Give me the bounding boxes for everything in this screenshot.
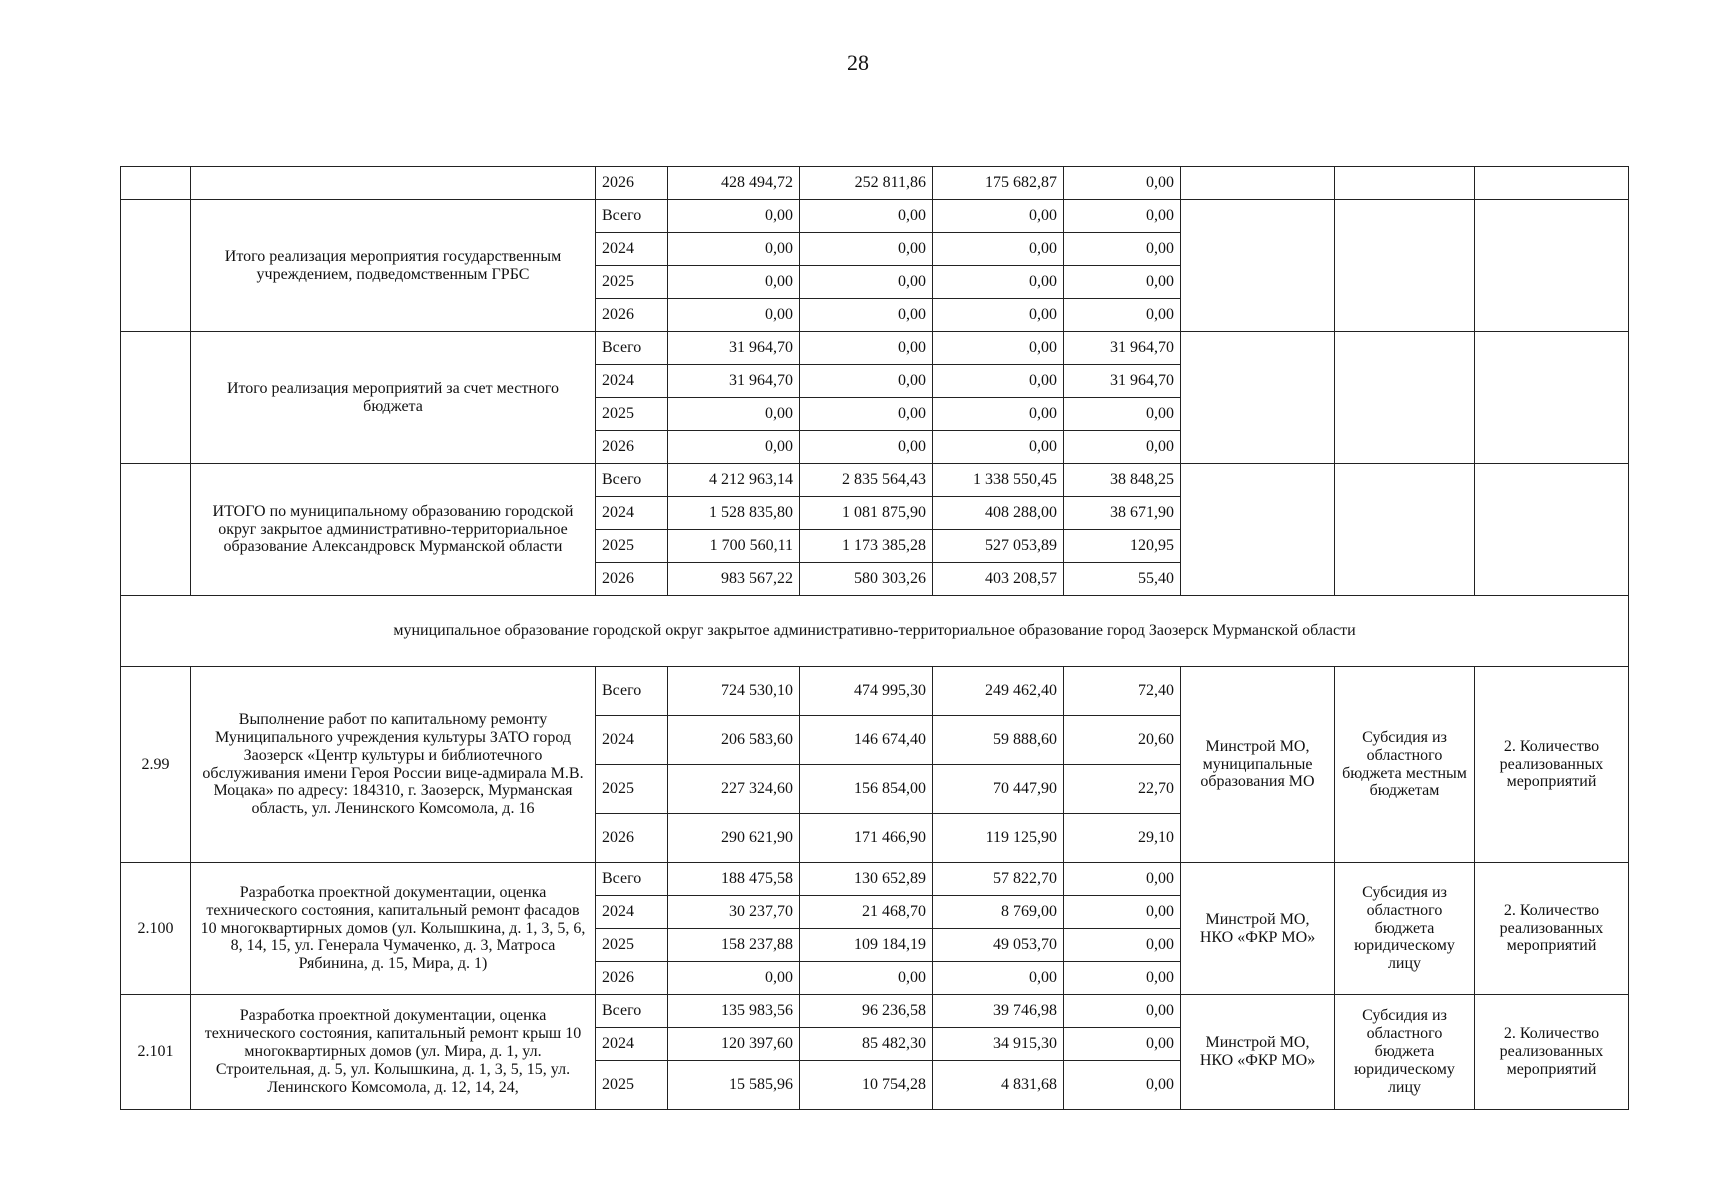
- local-cell: 20,60: [1064, 716, 1181, 765]
- total-cell: 1 700 560,11: [668, 530, 800, 563]
- federal-cell: 0,00: [933, 233, 1064, 266]
- executor-cell: Минстрой МО, НКО «ФКР МО»: [1181, 995, 1335, 1110]
- total-cell: 0,00: [668, 233, 800, 266]
- local-cell: 29,10: [1064, 814, 1181, 863]
- total-cell: 0,00: [668, 299, 800, 332]
- total-cell: 31 964,70: [668, 365, 800, 398]
- local-cell: 31 964,70: [1064, 332, 1181, 365]
- form-cell: Субсидия из областного бюджета местным бюджетам: [1335, 667, 1475, 863]
- year-cell: Всего: [596, 667, 668, 716]
- total-cell: 0,00: [668, 398, 800, 431]
- regional-cell: 252 811,86: [800, 167, 933, 200]
- federal-cell: 39 746,98: [933, 995, 1064, 1028]
- form-cell: [1335, 167, 1475, 200]
- year-cell: 2024: [596, 233, 668, 266]
- year-cell: 2024: [596, 896, 668, 929]
- federal-cell: 0,00: [933, 266, 1064, 299]
- federal-cell: 70 447,90: [933, 765, 1064, 814]
- total-cell: 428 494,72: [668, 167, 800, 200]
- indicator-cell: 2. Количество реализованных мероприятий: [1475, 995, 1629, 1110]
- regional-cell: 0,00: [800, 962, 933, 995]
- section-title: муниципальное образование городской округ закрытое административно-территориальное образование город Заозерск Мурманской области: [121, 596, 1629, 667]
- label-cell: Выполнение работ по капитальному ремонту Муниципального учреждения культуры ЗАТО город Заозерск «Центр культуры и библиотечного обслуживания имени Героя России вице-адмирала М.В. Моцака» по адресу: 184310, г. Заозерск, Мурманская область, ул. Ленинского Комсомола, д. 16: [191, 667, 596, 863]
- regional-cell: 0,00: [800, 431, 933, 464]
- local-cell: 0,00: [1064, 398, 1181, 431]
- local-cell: 38 848,25: [1064, 464, 1181, 497]
- label-cell: Разработка проектной документации, оценка технического состояния, капитальный ремонт фасадов 10 многоквартирных домов (ул. Колышкина, д. 1, 3, 5, 6, 8, 14, 15, ул. Генерала Чумаченко, д. 3, Матроса Рябинина, д. 15, Мира, д. 1): [191, 863, 596, 995]
- local-cell: 22,70: [1064, 765, 1181, 814]
- regional-cell: 1 081 875,90: [800, 497, 933, 530]
- num-cell: 2.100: [121, 863, 191, 995]
- total-cell: 31 964,70: [668, 332, 800, 365]
- local-cell: 120,95: [1064, 530, 1181, 563]
- indicator-cell: [1475, 167, 1629, 200]
- total-cell: 227 324,60: [668, 765, 800, 814]
- regional-cell: 0,00: [800, 233, 933, 266]
- num-cell: [121, 200, 191, 332]
- regional-cell: 85 482,30: [800, 1028, 933, 1061]
- total-cell: 206 583,60: [668, 716, 800, 765]
- executor-cell: [1181, 167, 1335, 200]
- local-cell: 0,00: [1064, 167, 1181, 200]
- local-cell: 31 964,70: [1064, 365, 1181, 398]
- federal-cell: 175 682,87: [933, 167, 1064, 200]
- year-cell: 2026: [596, 299, 668, 332]
- label-cell: Итого реализация мероприятия государственным учреждением, подведомственным ГРБС: [191, 200, 596, 332]
- total-cell: 15 585,96: [668, 1061, 800, 1110]
- indicator-cell: [1475, 332, 1629, 464]
- federal-cell: 57 822,70: [933, 863, 1064, 896]
- form-cell: Субсидия из областного бюджета юридическому лицу: [1335, 863, 1475, 995]
- local-cell: 0,00: [1064, 299, 1181, 332]
- year-cell: 2026: [596, 431, 668, 464]
- total-cell: 30 237,70: [668, 896, 800, 929]
- local-cell: 0,00: [1064, 266, 1181, 299]
- federal-cell: 4 831,68: [933, 1061, 1064, 1110]
- local-cell: 38 671,90: [1064, 497, 1181, 530]
- local-cell: 55,40: [1064, 563, 1181, 596]
- federal-cell: 403 208,57: [933, 563, 1064, 596]
- total-cell: 0,00: [668, 431, 800, 464]
- local-cell: 0,00: [1064, 233, 1181, 266]
- regional-cell: 474 995,30: [800, 667, 933, 716]
- table-row: [121, 667, 1629, 716]
- regional-cell: 21 468,70: [800, 896, 933, 929]
- regional-cell: 0,00: [800, 299, 933, 332]
- local-cell: 0,00: [1064, 995, 1181, 1028]
- num-cell: 2.99: [121, 667, 191, 863]
- label-cell: Итого реализация мероприятий за счет местного бюджета: [191, 332, 596, 464]
- year-cell: 2025: [596, 765, 668, 814]
- year-cell: 2025: [596, 530, 668, 563]
- federal-cell: 0,00: [933, 365, 1064, 398]
- num-cell: [121, 167, 191, 200]
- federal-cell: 1 338 550,45: [933, 464, 1064, 497]
- num-cell: [121, 332, 191, 464]
- total-cell: 135 983,56: [668, 995, 800, 1028]
- executor-cell: Минстрой МО, НКО «ФКР МО»: [1181, 863, 1335, 995]
- table-row: [121, 167, 1629, 200]
- label-cell: ИТОГО по муниципальному образованию городской округ закрытое административно-территориальное образование Александровск Мурманской области: [191, 464, 596, 596]
- executor-cell: [1181, 464, 1335, 596]
- federal-cell: 0,00: [933, 299, 1064, 332]
- label-cell: Разработка проектной документации, оценка технического состояния, капитальный ремонт крыш 10 многоквартирных домов (ул. Мира, д. 1, ул. Строительная, д. 5, ул. Колышкина, д. 1, 3, 5, 15, ул. Ленинского Комсомола, д. 12, 14, 24,: [191, 995, 596, 1110]
- regional-cell: 2 835 564,43: [800, 464, 933, 497]
- year-cell: Всего: [596, 332, 668, 365]
- federal-cell: 59 888,60: [933, 716, 1064, 765]
- total-cell: 724 530,10: [668, 667, 800, 716]
- total-cell: 4 212 963,14: [668, 464, 800, 497]
- regional-cell: 146 674,40: [800, 716, 933, 765]
- indicator-cell: [1475, 464, 1629, 596]
- regional-cell: 0,00: [800, 200, 933, 233]
- total-cell: 290 621,90: [668, 814, 800, 863]
- local-cell: 0,00: [1064, 431, 1181, 464]
- regional-cell: 1 173 385,28: [800, 530, 933, 563]
- federal-cell: 0,00: [933, 332, 1064, 365]
- regional-cell: 0,00: [800, 266, 933, 299]
- local-cell: 0,00: [1064, 896, 1181, 929]
- federal-cell: 249 462,40: [933, 667, 1064, 716]
- federal-cell: 34 915,30: [933, 1028, 1064, 1061]
- year-cell: 2026: [596, 167, 668, 200]
- year-cell: 2025: [596, 929, 668, 962]
- federal-cell: 0,00: [933, 398, 1064, 431]
- label-cell: [191, 167, 596, 200]
- table-row: [121, 863, 1629, 896]
- executor-cell: [1181, 332, 1335, 464]
- form-cell: [1335, 332, 1475, 464]
- year-cell: 2025: [596, 398, 668, 431]
- total-cell: 983 567,22: [668, 563, 800, 596]
- regional-cell: 96 236,58: [800, 995, 933, 1028]
- local-cell: 0,00: [1064, 929, 1181, 962]
- local-cell: 0,00: [1064, 1061, 1181, 1110]
- indicator-cell: 2. Количество реализованных мероприятий: [1475, 667, 1629, 863]
- total-cell: 188 475,58: [668, 863, 800, 896]
- federal-cell: 49 053,70: [933, 929, 1064, 962]
- year-cell: 2026: [596, 814, 668, 863]
- year-cell: 2025: [596, 1061, 668, 1110]
- regional-cell: 130 652,89: [800, 863, 933, 896]
- table-row: [121, 995, 1629, 1028]
- local-cell: 0,00: [1064, 863, 1181, 896]
- year-cell: Всего: [596, 863, 668, 896]
- regional-cell: 171 466,90: [800, 814, 933, 863]
- regional-cell: 10 754,28: [800, 1061, 933, 1110]
- num-cell: 2.101: [121, 995, 191, 1110]
- federal-cell: 119 125,90: [933, 814, 1064, 863]
- indicator-cell: 2. Количество реализованных мероприятий: [1475, 863, 1629, 995]
- indicator-cell: [1475, 200, 1629, 332]
- federal-cell: 0,00: [933, 962, 1064, 995]
- num-cell: [121, 464, 191, 596]
- federal-cell: 527 053,89: [933, 530, 1064, 563]
- total-cell: 0,00: [668, 200, 800, 233]
- regional-cell: 156 854,00: [800, 765, 933, 814]
- year-cell: 2024: [596, 497, 668, 530]
- total-cell: 1 528 835,80: [668, 497, 800, 530]
- regional-cell: 580 303,26: [800, 563, 933, 596]
- total-cell: 0,00: [668, 962, 800, 995]
- federal-cell: 0,00: [933, 431, 1064, 464]
- executor-cell: [1181, 200, 1335, 332]
- section-row: [121, 596, 1629, 667]
- regional-cell: 109 184,19: [800, 929, 933, 962]
- year-cell: 2024: [596, 365, 668, 398]
- local-cell: 0,00: [1064, 1028, 1181, 1061]
- budget-table: [120, 166, 1629, 1110]
- table-row: [121, 332, 1629, 365]
- local-cell: 0,00: [1064, 962, 1181, 995]
- total-cell: 158 237,88: [668, 929, 800, 962]
- year-cell: 2025: [596, 266, 668, 299]
- table-row: [121, 200, 1629, 233]
- form-cell: [1335, 464, 1475, 596]
- total-cell: 120 397,60: [668, 1028, 800, 1061]
- year-cell: Всего: [596, 464, 668, 497]
- year-cell: 2026: [596, 563, 668, 596]
- table-row: [121, 464, 1629, 497]
- local-cell: 72,40: [1064, 667, 1181, 716]
- form-cell: [1335, 200, 1475, 332]
- local-cell: 0,00: [1064, 200, 1181, 233]
- year-cell: Всего: [596, 200, 668, 233]
- total-cell: 0,00: [668, 266, 800, 299]
- regional-cell: 0,00: [800, 365, 933, 398]
- federal-cell: 8 769,00: [933, 896, 1064, 929]
- year-cell: 2026: [596, 962, 668, 995]
- regional-cell: 0,00: [800, 398, 933, 431]
- regional-cell: 0,00: [800, 332, 933, 365]
- executor-cell: Минстрой МО, муниципальные образования МО: [1181, 667, 1335, 863]
- page-number: 28: [847, 50, 869, 75]
- federal-cell: 0,00: [933, 200, 1064, 233]
- form-cell: Субсидия из областного бюджета юридическому лицу: [1335, 995, 1475, 1110]
- year-cell: 2024: [596, 1028, 668, 1061]
- year-cell: Всего: [596, 995, 668, 1028]
- year-cell: 2024: [596, 716, 668, 765]
- federal-cell: 408 288,00: [933, 497, 1064, 530]
